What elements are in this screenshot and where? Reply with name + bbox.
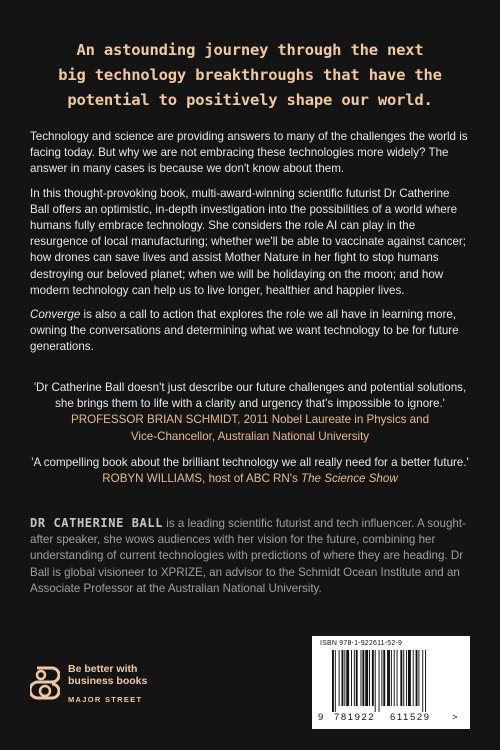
barcode-bar — [425, 650, 426, 712]
barcode-bar — [344, 650, 345, 706]
endorsement-1 — [30, 380, 470, 445]
endorsement-2-attribution — [102, 472, 397, 485]
description-paragraph-1: Technology and science are providing answers to many of the challenges the world is facing today. But why we are not embracing these technologies more widely? The answer in many cases is because we don't know about them. — [30, 130, 468, 176]
barcode-bar — [387, 650, 390, 706]
barcode-bar — [356, 650, 358, 706]
barcode-bar — [408, 650, 411, 706]
barcode-bar — [422, 650, 423, 712]
isbn-label: ISBN 978-1-922611-52-9 — [320, 640, 403, 647]
barcode-bars-icon — [316, 650, 466, 712]
endorsement-1-attribution-line-2: Vice-Chancellor, Australian National University — [130, 429, 370, 443]
barcode-bar — [354, 650, 355, 706]
barcode-bar — [391, 650, 392, 706]
publisher-logo — [30, 662, 230, 722]
barcode-bar — [397, 650, 398, 706]
author-bio-text: is a leading scientific futurist and tech influencer. A sought-after speaker, she wows audiences with her vision for the future, combining her understanding of current technologies with predictions of where they are heading. Dr Ball is global visioneer to XPRIZE, an advisor to the Schmidt Ocean Institute and an Associate Professor at the Australian National University. — [30, 517, 466, 595]
barcode-bar — [381, 650, 382, 706]
barcode-group-2: 611529 — [390, 712, 431, 723]
barcode-bar — [418, 650, 419, 706]
barcode-bar — [372, 650, 374, 706]
barcode-bar — [332, 650, 334, 712]
author-bio — [30, 515, 470, 597]
endorsement-2-text: 'A compelling book about the brilliant technology we all really need for a better future.' — [31, 455, 469, 469]
book-title-italic: Converge — [30, 308, 81, 322]
endorsement-1-text: 'Dr Catherine Ball doesn't just describe our future challenges and potential solutions, she brings them to life with a clarity and urgency that's impossible to ignore.' — [33, 381, 467, 411]
tagline-line-2: big technology breakthroughs that have the — [58, 66, 442, 84]
barcode-bar — [335, 650, 336, 712]
endorsement-2-show-title: The Science Show — [301, 472, 398, 486]
barcode-arrow: > — [452, 712, 458, 723]
endorsement-2-attribution-text: ROBYN WILLIAMS, host of ABC RN's — [102, 472, 298, 486]
tagline — [20, 38, 480, 113]
barcode — [312, 636, 470, 729]
endorsement-2 — [30, 455, 470, 487]
major-street-logo-icon — [30, 664, 60, 708]
barcode-bar — [365, 650, 368, 706]
barcode-bar — [406, 650, 407, 706]
barcode-bar — [351, 650, 352, 706]
publisher-slogan-line-2: business books — [68, 675, 148, 687]
barcode-bar — [400, 650, 402, 706]
barcode-bar — [394, 650, 395, 706]
barcode-bar — [403, 650, 404, 706]
barcode-bar — [342, 650, 344, 706]
barcode-bar — [375, 650, 376, 712]
author-name: DR CATHERINE BALL — [30, 516, 164, 530]
book-description — [30, 129, 470, 364]
barcode-digit-first: 9 — [318, 712, 324, 723]
barcode-bar — [346, 650, 349, 706]
barcode-bar — [413, 650, 414, 706]
barcode-bar — [416, 650, 418, 706]
endorsements — [30, 380, 470, 497]
barcode-bar — [339, 650, 340, 706]
barcode-group-1: 781922 — [334, 712, 376, 723]
barcode-bar — [362, 650, 364, 706]
tagline-line-1: An astounding journey through the next — [76, 41, 424, 59]
description-paragraph-3-text: is also a call to action that explores the role we all have in learning more, owning the conversations and determining what we want technology to be for future generations. — [30, 308, 459, 354]
description-paragraph-3 — [30, 307, 470, 356]
tagline-line-3: potential to positively shape our world. — [67, 91, 433, 109]
description-paragraph-2: In this thought-provoking book, multi-award-winning scientific futurist Dr Catherine Ball offers an optimistic, in-depth investigation into the possibilities of a world where humans fully embrace technology. She considers the role AI can play in the resurgence of local manufacturing; whether we'll be able to vaccinate against cancer; how drones can save lives and assist Mother Nature in her fight to stop humans destroying our beloved planet; when we will be holidaying on the moon; and how modern technology can help us to live longer, healthier and happier lives. — [30, 186, 466, 297]
barcode-bar — [379, 650, 380, 712]
barcode-bar — [369, 650, 370, 706]
publisher-name: MAJOR STREET — [68, 695, 143, 704]
publisher-slogan-line-1: Be better with — [68, 663, 138, 675]
barcode-bar — [361, 650, 362, 706]
endorsement-1-attribution-line-1: PROFESSOR BRIAN SCHMIDT, 2011 Nobel Laureate in Physics and — [70, 413, 430, 427]
barcode-bar — [383, 650, 385, 706]
